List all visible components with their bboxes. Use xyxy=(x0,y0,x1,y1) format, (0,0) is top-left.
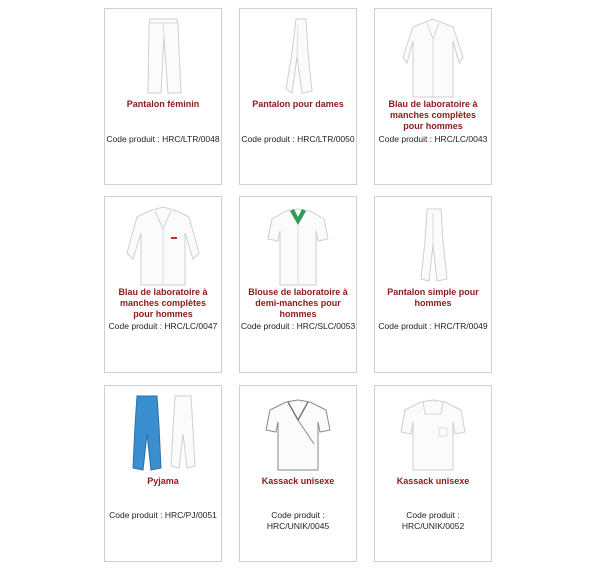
product-code: Code produit : HRC/LTR/0048 xyxy=(106,134,220,144)
product-code: Code produit : HRC/LTR/0050 xyxy=(241,134,355,144)
product-card[interactable] xyxy=(374,196,492,373)
product-code: Code produit : HRC/UNIK/0045 xyxy=(266,510,330,531)
pyjama-icon[interactable] xyxy=(105,390,221,476)
product-card[interactable] xyxy=(239,385,357,562)
product-name[interactable]: Blouse de laboratoire à demi-manches pour hommes xyxy=(248,287,348,319)
product-name[interactable]: Blau de laboratoire à manches complètes pour hommes xyxy=(118,287,208,319)
product-card[interactable] xyxy=(239,196,357,373)
product-name[interactable]: Pantalon simple pour hommes xyxy=(387,287,479,308)
product-code: Code produit : HRC/TR/0049 xyxy=(378,321,488,331)
lab-coat-icon[interactable] xyxy=(375,13,491,99)
product-name[interactable]: Pantalon féminin xyxy=(126,99,200,109)
product-name[interactable]: Kassack unisexe xyxy=(396,476,470,486)
product-card[interactable] xyxy=(374,385,492,562)
half-sleeve-coat-icon[interactable] xyxy=(240,201,356,287)
product-code: Code produit : HRC/PJ/0051 xyxy=(109,510,217,520)
product-code: Code produit : HRC/LC/0043 xyxy=(378,134,488,144)
product-code: Code produit : HRC/SLC/0053 xyxy=(240,321,356,331)
product-name[interactable]: Pantalon pour dames xyxy=(252,99,344,109)
white-trousers-side-icon[interactable] xyxy=(375,201,491,287)
tunic-piped-icon[interactable] xyxy=(240,390,356,476)
product-card[interactable] xyxy=(104,385,222,562)
product-card[interactable] xyxy=(239,8,357,185)
lab-coat-icon[interactable] xyxy=(105,201,221,287)
white-trousers-side-icon[interactable] xyxy=(240,13,356,99)
product-code: Code produit : HRC/UNIK/0052 xyxy=(401,510,465,531)
product-name[interactable]: Blau de laboratoire à manches complètes pour hommes xyxy=(388,99,478,131)
product-name[interactable]: Pyjama xyxy=(147,476,179,486)
product-card[interactable] xyxy=(104,8,222,185)
product-card[interactable] xyxy=(374,8,492,185)
white-trousers-icon[interactable] xyxy=(105,13,221,99)
product-code: Code produit : HRC/LC/0047 xyxy=(108,321,218,331)
product-card[interactable] xyxy=(104,196,222,373)
product-name[interactable]: Kassack unisexe xyxy=(261,476,335,486)
tunic-icon[interactable] xyxy=(375,390,491,476)
